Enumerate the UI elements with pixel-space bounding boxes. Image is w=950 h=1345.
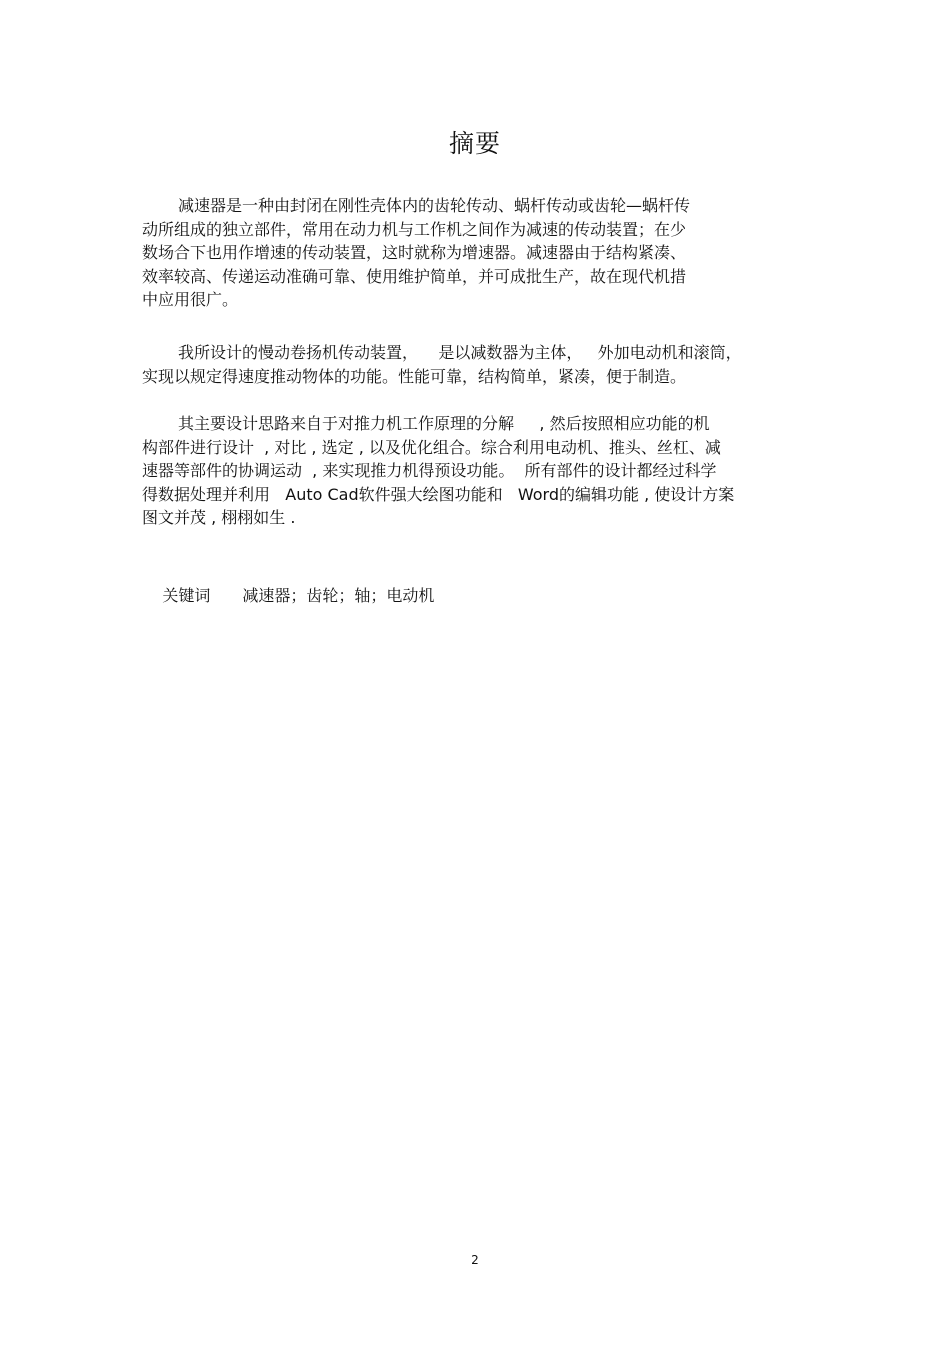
abstract-paragraph-1 [142,194,690,312]
paragraph-line: 速器等部件的协调运动 , 来实现推力机得预设功能。 所有部件的设计都经过科学 [142,461,717,480]
abstract-paragraph-3 [142,412,734,530]
paragraph-line: 其主要设计思路来自于对推力机工作原理的分解 , 然后按照相应功能的机 [178,414,710,433]
abstract-paragraph-2 [142,341,742,388]
paragraph-line: 我所设计的慢动卷扬机传动装置， 是以减数器为主体， 外加电动机和滚筒， [178,343,742,362]
paragraph-line: 数场合下也用作增速的传动装置，这时就称为增速器。减速器由于结构紧凑、 [142,243,687,262]
paragraph-line: 效率较高、传递运动准确可靠、使用维护简单，并可成批生产，故在现代机措 [142,266,687,286]
paragraph-line: 得数据处理并利用 Auto Cad软件强大绘图功能和 Word的编辑功能 , 使设计方案 [142,484,735,504]
paragraph-line: 中应用很广。 [142,290,239,309]
paragraph-line: 构部件进行设计 , 对比 , 选定 , 以及优化组合。综合利用电动机、推头、丝杠、减 [142,437,721,457]
paragraph-line: 动所组成的独立部件，常用在动力机与工作机之间作为减速的传动装置；在少 [142,219,687,239]
page-title: 摘要 [448,129,501,158]
keywords-line [142,560,434,631]
keywords-label: 关键词 [162,585,211,605]
paragraph-line: 图文并茂 , 栩栩如生 . [142,508,296,527]
paragraph-line: 减速器是一种由封闭在刚性壳体内的齿轮传动、蜗杆传动或齿轮—蜗杆传 [178,196,691,215]
paragraph-line: 实现以规定得速度推动物体的功能。性能可靠，结构简单，紧凑，便于制造。 [142,366,687,386]
keywords-value: 减速器；齿轮；轴；电动机 [242,585,435,605]
page-number: 2 [471,1253,479,1267]
